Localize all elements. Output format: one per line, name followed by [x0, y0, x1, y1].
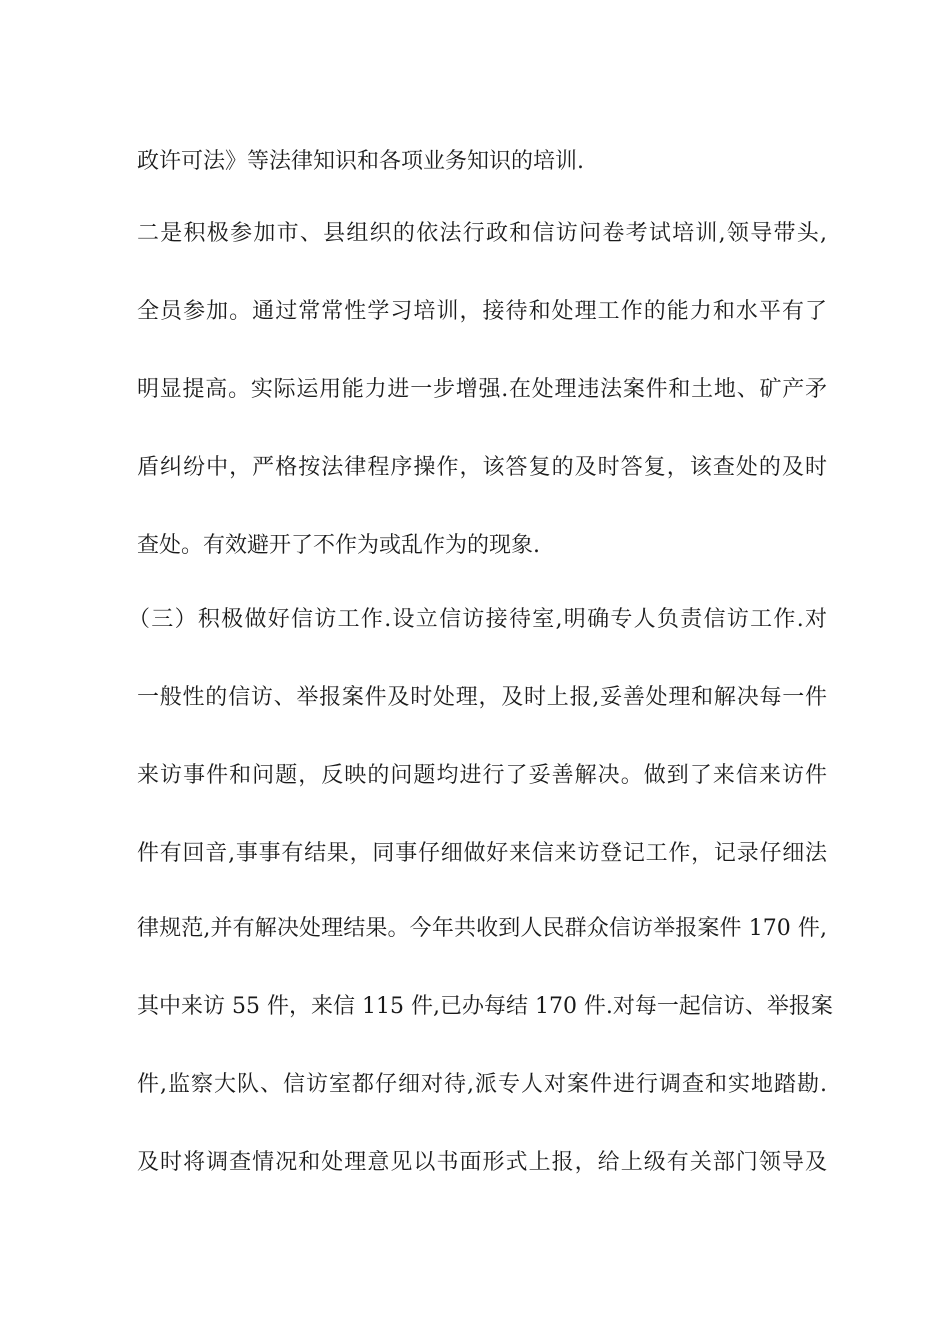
text-line: 来访事件和问题，反映的问题均进行了妥善解决。做到了来信来访件	[137, 763, 827, 788]
text-line: 一般性的信访、举报案件及时处理，及时上报,妥善处理和解决每一件	[137, 685, 827, 710]
text-line: 件,监察大队、信访室都仔细对待,派专人对案件进行调查和实地踏勘.	[137, 1072, 827, 1097]
text-line: 查处。有效避开了不作为或乱作为的现象.	[137, 533, 540, 558]
text-line: 全员参加。通过常常性学习培训，接待和处理工作的能力和水平有了	[137, 299, 827, 324]
text-line: 明显提高。实际运用能力进一步增强.在处理违法案件和土地、矿产矛	[137, 377, 827, 402]
text-line: （三）积极做好信访工作.设立信访接待室,明确专人负责信访工作.对	[128, 607, 827, 632]
text-line: 及时将调查情况和处理意见以书面形式上报，给上级有关部门领导及	[137, 1150, 827, 1175]
text-line: 其中来访 55 件，来信 115 件,已办每结 170 件.对每一起信访、举报案	[137, 994, 833, 1019]
text-line: 律规范,并有解决处理结果。今年共收到人民群众信访举报案件 170 件,	[137, 916, 827, 941]
text-line: 政许可法》等法律知识和各项业务知识的培训.	[137, 149, 584, 174]
text-line: 二是积极参加市、县组织的依法行政和信访问卷考试培训,领导带头,	[137, 221, 827, 246]
text-line: 件有回音,事事有结果，同事仔细做好来信来访登记工作，记录仔细法	[137, 841, 827, 866]
text-line: 盾纠纷中，严格按法律程序操作，该答复的及时答复，该查处的及时	[137, 455, 827, 480]
